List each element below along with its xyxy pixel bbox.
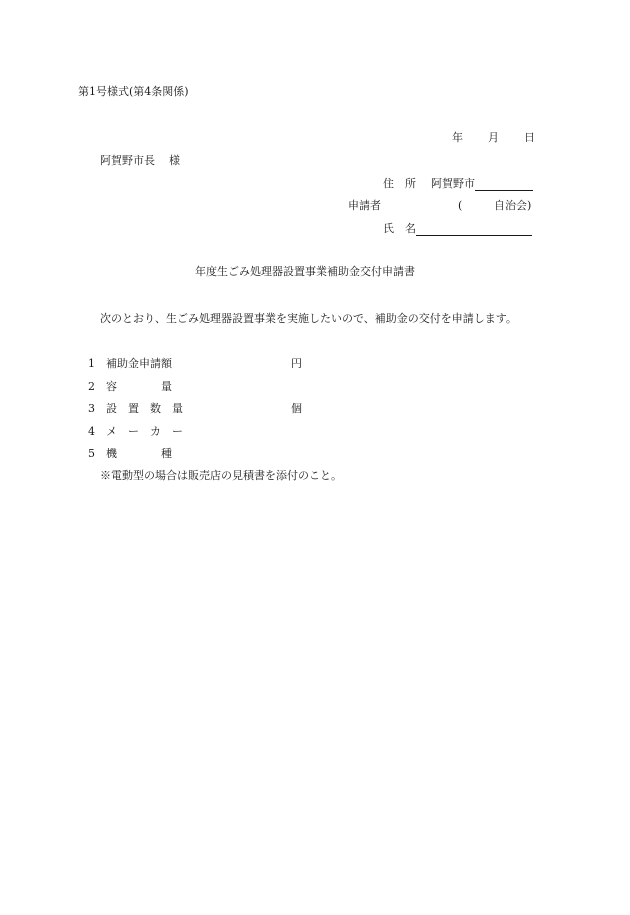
- item-number: 1: [88, 357, 95, 370]
- date-line: [452, 131, 535, 145]
- address-label-a: 住: [383, 177, 394, 190]
- item-label: 容 量: [106, 380, 172, 393]
- applicant-label: 申請者: [348, 199, 381, 212]
- date-month-label: 月: [488, 131, 499, 144]
- name-row: [383, 222, 532, 236]
- addressee-honorific: 様: [169, 154, 180, 167]
- name-label-a: 氏: [383, 222, 394, 235]
- unit-yen: 円: [291, 357, 302, 370]
- item-row-1: [88, 357, 172, 371]
- date-day-label: 日: [524, 131, 535, 144]
- community-label: 自治会): [494, 199, 532, 212]
- address-label-b: 所: [405, 177, 416, 190]
- item-number: 4: [88, 425, 95, 438]
- address-city: 阿賀野市: [431, 177, 475, 190]
- form-number: 第1号様式(第4条関係): [78, 85, 189, 98]
- addressee: [100, 154, 180, 168]
- name-label-b: 名: [405, 222, 416, 235]
- item-label: 設 置 数 量: [106, 402, 183, 415]
- address-blank-line: [475, 177, 533, 191]
- addressee-name: 阿賀野市長: [100, 154, 155, 167]
- item-label: メ ー カ ー: [106, 425, 183, 438]
- item-row-4: [88, 425, 183, 439]
- body-text: 次のとおり、生ごみ処理器設置事業を実施したいので、補助金の交付を申請します。: [100, 312, 517, 325]
- attachment-note: ※電動型の場合は販売店の見積書を添付のこと。: [100, 469, 342, 482]
- unit-ko: 個: [291, 402, 302, 415]
- applicant-row: [348, 199, 531, 213]
- community-paren-open: (: [458, 199, 463, 212]
- name-blank-line: [416, 222, 532, 236]
- item-label: 補助金申請額: [106, 357, 172, 370]
- item-number: 2: [88, 380, 95, 393]
- item-label: 機 種: [106, 447, 172, 460]
- address-row: [383, 177, 533, 191]
- item-number: 5: [88, 447, 95, 460]
- item-number: 3: [88, 402, 95, 415]
- item-row-2: [88, 380, 172, 394]
- document-title: 年度生ごみ処理器設置事業補助金交付申請書: [195, 265, 415, 278]
- item-row-5: [88, 447, 172, 461]
- date-year-label: 年: [452, 131, 463, 144]
- item-row-3: [88, 402, 183, 416]
